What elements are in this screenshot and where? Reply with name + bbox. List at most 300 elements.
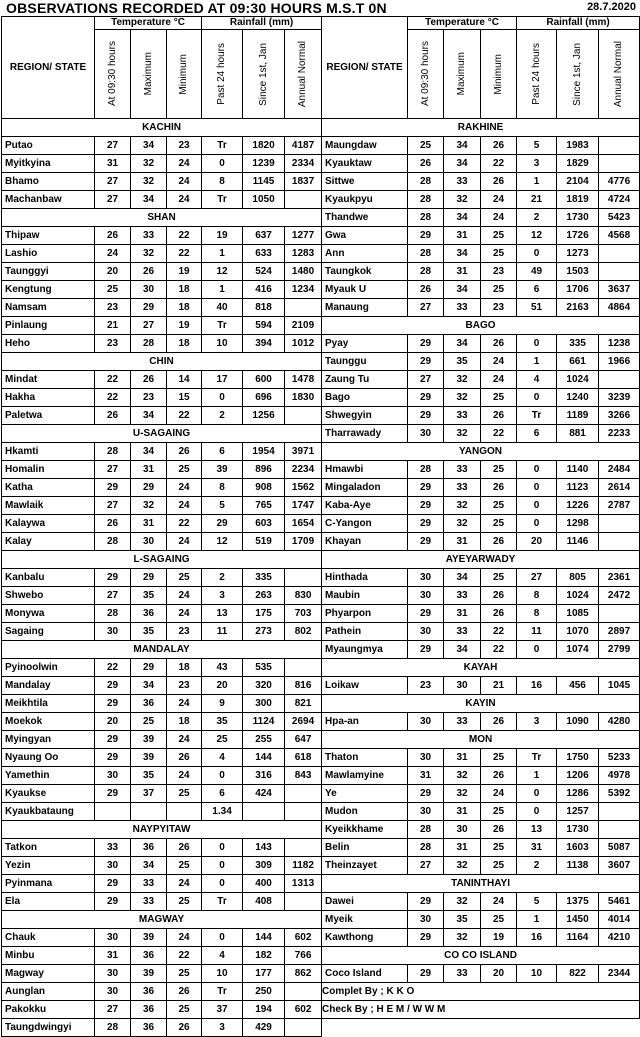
temp-0930: 28 — [408, 245, 444, 263]
section-title: CO CO ISLAND — [322, 947, 640, 965]
temp-0930: 27 — [408, 857, 444, 875]
section-row — [2, 209, 322, 227]
temp-0930: 30 — [95, 965, 131, 983]
complet-by: Complet By ; K K O — [322, 983, 640, 1001]
at-0930-header: At 09:30 hours — [95, 30, 131, 119]
temp-0930: 28 — [408, 263, 444, 281]
temp-0930: 26 — [95, 227, 131, 245]
rain-24h: Tr — [202, 137, 243, 155]
rain-annual-normal: 4568 — [599, 227, 640, 245]
table-row — [2, 191, 322, 209]
rain-annual-normal: 5461 — [599, 893, 640, 911]
region-header: REGION/ STATE — [322, 17, 408, 119]
temp-max: 32 — [444, 497, 481, 515]
temp-min: 19 — [481, 929, 517, 947]
temp-max: 34 — [444, 281, 481, 299]
past-24-header: Past 24 hours — [517, 30, 557, 119]
temp-min: 22 — [481, 425, 517, 443]
rain-annual-normal: 1182 — [285, 857, 322, 875]
table-row — [322, 749, 640, 767]
rain-24h: Tr — [202, 191, 243, 209]
station-name: Paletwa — [2, 407, 95, 425]
rain-24h: 10 — [202, 965, 243, 983]
temp-min: 25 — [481, 857, 517, 875]
station-name: Hkamti — [2, 443, 95, 461]
rain-since-jan: 600 — [243, 371, 285, 389]
rain-annual-normal: 2361 — [599, 569, 640, 587]
rain-since-jan: 429 — [243, 1019, 285, 1037]
temp-max: 32 — [444, 857, 481, 875]
section-title: SHAN — [2, 209, 322, 227]
station-name: Manaung — [322, 299, 408, 317]
table-row — [322, 227, 640, 245]
station-name: Zaung Tu — [322, 371, 408, 389]
table-row — [2, 803, 322, 821]
rain-since-jan: 1050 — [243, 191, 285, 209]
rain-since-jan: 603 — [243, 515, 285, 533]
rain-annual-normal — [599, 263, 640, 281]
rain-since-jan: 1085 — [557, 605, 599, 623]
rain-annual-normal: 1234 — [285, 281, 322, 299]
rain-24h: 1 — [517, 911, 557, 929]
rain-annual-normal: 4187 — [285, 137, 322, 155]
title-bar — [0, 0, 640, 16]
rain-annual-normal — [285, 569, 322, 587]
temp-max: 32 — [444, 515, 481, 533]
temp-max: 34 — [131, 407, 167, 425]
temp-max: 36 — [131, 695, 167, 713]
rain-since-jan: 637 — [243, 227, 285, 245]
temp-max: 33 — [444, 965, 481, 983]
station-name: Myauk U — [322, 281, 408, 299]
temp-0930: 22 — [95, 371, 131, 389]
station-name: Myingyan — [2, 731, 95, 749]
rain-annual-normal: 862 — [285, 965, 322, 983]
temp-min: 22 — [167, 245, 202, 263]
temp-max: 30 — [131, 281, 167, 299]
rain-since-jan: 1090 — [557, 713, 599, 731]
temp-0930: 27 — [408, 299, 444, 317]
temp-min: 25 — [481, 497, 517, 515]
table-row — [322, 965, 640, 983]
rain-since-jan: 524 — [243, 263, 285, 281]
temp-min: 26 — [481, 605, 517, 623]
temp-min: 24 — [481, 893, 517, 911]
temp-0930: 27 — [95, 1001, 131, 1019]
rain-24h: Tr — [202, 893, 243, 911]
temp-min: 26 — [167, 1019, 202, 1037]
temp-max: 34 — [444, 569, 481, 587]
station-name: Pathein — [322, 623, 408, 641]
rain-24h: 1.34 — [202, 803, 243, 821]
rain-24h: 0 — [517, 461, 557, 479]
rain-24h: 29 — [202, 515, 243, 533]
temp-min: 26 — [167, 749, 202, 767]
station-name: Shwebo — [2, 587, 95, 605]
rain-24h: 2 — [202, 569, 243, 587]
rain-annual-normal: 1478 — [285, 371, 322, 389]
rain-since-jan: 1603 — [557, 839, 599, 857]
station-name: Chauk — [2, 929, 95, 947]
rain-annual-normal: 2334 — [285, 155, 322, 173]
maximum-header: Maximum — [131, 30, 167, 119]
rain-since-jan: 908 — [243, 479, 285, 497]
rain-annual-normal: 1238 — [599, 335, 640, 353]
rain-since-jan: 182 — [243, 947, 285, 965]
section-title: KAYIN — [322, 695, 640, 713]
at-0930-header: At 09:30 hours — [408, 30, 444, 119]
temp-max: 32 — [131, 173, 167, 191]
rain-24h: 11 — [202, 623, 243, 641]
table-row — [2, 785, 322, 803]
temp-min: 24 — [167, 191, 202, 209]
table-row — [322, 929, 640, 947]
rain-since-jan: 309 — [243, 857, 285, 875]
station-name: Hakha — [2, 389, 95, 407]
rain-since-jan: 2104 — [557, 173, 599, 191]
station-name: Mawlamyine — [322, 767, 408, 785]
section-row — [2, 641, 322, 659]
station-name: Monywa — [2, 605, 95, 623]
rain-annual-normal: 830 — [285, 587, 322, 605]
rain-since-jan: 335 — [243, 569, 285, 587]
rain-24h: 0 — [517, 389, 557, 407]
rain-since-jan: 400 — [243, 875, 285, 893]
temp-0930: 28 — [408, 821, 444, 839]
rain-since-jan: 1226 — [557, 497, 599, 515]
rain-since-jan: 881 — [557, 425, 599, 443]
rain-24h: 0 — [517, 335, 557, 353]
table-row — [322, 713, 640, 731]
temp-max: 29 — [131, 299, 167, 317]
temp-min: 26 — [481, 479, 517, 497]
rain-annual-normal — [285, 803, 322, 821]
temp-max: 34 — [131, 137, 167, 155]
temp-0930: 29 — [95, 695, 131, 713]
station-name: Yezin — [2, 857, 95, 875]
rain-annual-normal: 2614 — [599, 479, 640, 497]
table-row — [2, 371, 322, 389]
section-title: MAGWAY — [2, 911, 322, 929]
rain-24h: 1 — [202, 245, 243, 263]
section-title: NAYPYITAW — [2, 821, 322, 839]
table-row — [322, 155, 640, 173]
station-name: Mindat — [2, 371, 95, 389]
rain-24h: 16 — [517, 929, 557, 947]
section-title: YANGON — [322, 443, 640, 461]
station-name: Belin — [322, 839, 408, 857]
temp-min: 26 — [481, 587, 517, 605]
rain-24h: 37 — [202, 1001, 243, 1019]
temp-0930: 29 — [408, 407, 444, 425]
maximum-header: Maximum — [444, 30, 481, 119]
check-by-row — [322, 1001, 640, 1019]
temp-0930 — [95, 803, 131, 821]
temp-max: 32 — [444, 929, 481, 947]
temp-min: 18 — [167, 335, 202, 353]
table-row — [322, 371, 640, 389]
temp-0930: 29 — [408, 227, 444, 245]
rain-since-jan: 263 — [243, 587, 285, 605]
rain-24h: 20 — [202, 677, 243, 695]
rain-24h: 0 — [517, 479, 557, 497]
table-row — [322, 209, 640, 227]
table-row — [2, 965, 322, 983]
rain-annual-normal: 1277 — [285, 227, 322, 245]
rain-24h: 12 — [202, 533, 243, 551]
station-name: Hmawbi — [322, 461, 408, 479]
section-title: U-SAGAING — [2, 425, 322, 443]
since-jan-header: Since 1st, Jan — [557, 30, 599, 119]
temp-min: 24 — [481, 353, 517, 371]
table-row — [2, 569, 322, 587]
temp-max: 34 — [131, 443, 167, 461]
rain-since-jan: 1257 — [557, 803, 599, 821]
rain-since-jan: 408 — [243, 893, 285, 911]
table-row — [322, 245, 640, 263]
temp-max: 33 — [444, 713, 481, 731]
temp-min: 24 — [167, 533, 202, 551]
temp-0930: 30 — [408, 911, 444, 929]
temp-max: 32 — [131, 155, 167, 173]
temp-max: 34 — [444, 335, 481, 353]
station-name: Homalin — [2, 461, 95, 479]
temperature-group-header: Temperature °C — [95, 17, 202, 30]
rain-24h: Tr — [517, 407, 557, 425]
rain-24h: 1 — [202, 281, 243, 299]
temp-min: 25 — [481, 515, 517, 533]
temp-0930: 29 — [408, 389, 444, 407]
table-row — [2, 677, 322, 695]
station-name: Heho — [2, 335, 95, 353]
rain-24h: 10 — [202, 335, 243, 353]
station-name: Tharrawady — [322, 425, 408, 443]
station-name: Kalaywa — [2, 515, 95, 533]
rain-24h: 8 — [517, 605, 557, 623]
section-row — [2, 911, 322, 929]
temp-max: 32 — [444, 425, 481, 443]
temp-0930: 29 — [95, 677, 131, 695]
rain-annual-normal — [285, 893, 322, 911]
rain-annual-normal — [285, 659, 322, 677]
table-row — [2, 155, 322, 173]
section-row — [322, 443, 640, 461]
temp-max: 34 — [444, 245, 481, 263]
rain-24h: 2 — [517, 209, 557, 227]
temp-0930: 27 — [95, 461, 131, 479]
station-name: Taunggyi — [2, 263, 95, 281]
station-name: Minbu — [2, 947, 95, 965]
temp-max: 33 — [444, 479, 481, 497]
table-row — [2, 335, 322, 353]
temp-min: 26 — [481, 137, 517, 155]
rain-since-jan: 144 — [243, 749, 285, 767]
table-row — [2, 929, 322, 947]
temp-max: 26 — [131, 263, 167, 281]
temp-0930: 29 — [408, 515, 444, 533]
rain-since-jan: 1256 — [243, 407, 285, 425]
station-name: Sagaing — [2, 623, 95, 641]
rain-24h: 2 — [517, 857, 557, 875]
temp-0930: 29 — [95, 875, 131, 893]
table-row — [322, 623, 640, 641]
section-row — [322, 659, 640, 677]
temp-min: 23 — [167, 623, 202, 641]
rain-annual-normal — [599, 821, 640, 839]
rain-24h: 3 — [517, 713, 557, 731]
rain-annual-normal — [599, 605, 640, 623]
temp-min: 25 — [167, 893, 202, 911]
temp-min: 25 — [167, 785, 202, 803]
rain-annual-normal: 4280 — [599, 713, 640, 731]
temp-min: 22 — [167, 515, 202, 533]
temp-max: 31 — [444, 533, 481, 551]
rain-since-jan: 1750 — [557, 749, 599, 767]
station-name: Myaungmya — [322, 641, 408, 659]
station-name: Mawlaik — [2, 497, 95, 515]
temp-max: 34 — [444, 137, 481, 155]
rain-24h: Tr — [202, 983, 243, 1001]
rain-annual-normal: 3239 — [599, 389, 640, 407]
rain-24h: 6 — [517, 425, 557, 443]
station-name: Mandalay — [2, 677, 95, 695]
temp-max: 36 — [131, 605, 167, 623]
station-name: Sittwe — [322, 173, 408, 191]
right-table-body — [322, 119, 640, 1019]
temp-0930: 25 — [95, 281, 131, 299]
rain-annual-normal — [599, 533, 640, 551]
rain-annual-normal: 2897 — [599, 623, 640, 641]
temp-0930: 29 — [408, 893, 444, 911]
rain-24h: 5 — [517, 893, 557, 911]
rain-annual-normal: 766 — [285, 947, 322, 965]
temp-min: 26 — [481, 173, 517, 191]
temp-0930: 30 — [95, 929, 131, 947]
table-row — [2, 389, 322, 407]
rain-24h: 13 — [517, 821, 557, 839]
rain-24h: 0 — [517, 803, 557, 821]
temp-max: 32 — [444, 191, 481, 209]
rain-24h: 12 — [202, 263, 243, 281]
rain-since-jan: 1074 — [557, 641, 599, 659]
station-name: Nyaung Oo — [2, 749, 95, 767]
rain-24h: 3 — [517, 155, 557, 173]
table-row — [322, 353, 640, 371]
temp-0930: 29 — [408, 479, 444, 497]
temp-0930: 22 — [95, 389, 131, 407]
rain-24h: 25 — [202, 731, 243, 749]
rain-annual-normal: 1313 — [285, 875, 322, 893]
temp-0930: 29 — [408, 353, 444, 371]
annual-normal-header: Annual Normal — [599, 30, 640, 119]
section-title: AYEYARWADY — [322, 551, 640, 569]
temp-max: 39 — [131, 929, 167, 947]
temp-0930: 29 — [95, 893, 131, 911]
rain-annual-normal: 2484 — [599, 461, 640, 479]
rain-since-jan: 1730 — [557, 821, 599, 839]
rain-24h: 13 — [202, 605, 243, 623]
temp-0930: 27 — [95, 137, 131, 155]
temp-max: 30 — [444, 677, 481, 695]
table-row — [322, 335, 640, 353]
temp-0930: 30 — [408, 569, 444, 587]
table-row — [2, 443, 322, 461]
rain-since-jan: 1983 — [557, 137, 599, 155]
section-title: L-SAGAING — [2, 551, 322, 569]
rain-24h: 4 — [202, 749, 243, 767]
temp-0930: 30 — [408, 713, 444, 731]
rain-since-jan: 1375 — [557, 893, 599, 911]
temp-max: 36 — [131, 983, 167, 1001]
temp-0930: 31 — [408, 767, 444, 785]
temp-0930: 28 — [408, 209, 444, 227]
temp-max: 32 — [131, 497, 167, 515]
rain-24h: 35 — [202, 713, 243, 731]
temp-max: 35 — [131, 623, 167, 641]
table-row — [2, 461, 322, 479]
rain-since-jan: 300 — [243, 695, 285, 713]
section-row — [2, 119, 322, 137]
temp-max: 39 — [131, 749, 167, 767]
rain-24h: 2 — [202, 407, 243, 425]
temp-max: 31 — [444, 803, 481, 821]
section-title: MON — [322, 731, 640, 749]
section-row — [322, 947, 640, 965]
rain-annual-normal: 3637 — [599, 281, 640, 299]
temp-min: 15 — [167, 389, 202, 407]
rain-since-jan: 1273 — [557, 245, 599, 263]
rain-annual-normal: 1480 — [285, 263, 322, 281]
table-row — [2, 623, 322, 641]
table-row — [322, 299, 640, 317]
table-row — [2, 497, 322, 515]
rain-since-jan: 255 — [243, 731, 285, 749]
rain-24h: 11 — [517, 623, 557, 641]
temp-max: 33 — [444, 407, 481, 425]
rain-since-jan: 320 — [243, 677, 285, 695]
table-row — [2, 281, 322, 299]
temp-min: 25 — [167, 569, 202, 587]
temp-0930: 29 — [408, 497, 444, 515]
temp-max: 30 — [131, 533, 167, 551]
temp-max: 34 — [444, 641, 481, 659]
temp-0930: 29 — [408, 785, 444, 803]
temp-max: 33 — [131, 893, 167, 911]
rain-annual-normal: 4864 — [599, 299, 640, 317]
rain-24h: 51 — [517, 299, 557, 317]
station-name: Ann — [322, 245, 408, 263]
temp-min — [167, 803, 202, 821]
rain-since-jan: 1024 — [557, 587, 599, 605]
table-row — [2, 731, 322, 749]
temp-min: 24 — [167, 875, 202, 893]
rain-24h: Tr — [517, 749, 557, 767]
temp-min: 25 — [481, 839, 517, 857]
table-row — [2, 407, 322, 425]
rain-annual-normal: 3266 — [599, 407, 640, 425]
station-name: Kyauktaw — [322, 155, 408, 173]
temp-max: 32 — [444, 371, 481, 389]
temp-max: 35 — [131, 587, 167, 605]
station-name: Myitkyina — [2, 155, 95, 173]
table-row — [2, 479, 322, 497]
temp-min: 24 — [481, 191, 517, 209]
rain-24h: 5 — [517, 137, 557, 155]
temp-max: 33 — [444, 299, 481, 317]
minimum-header: Minimum — [167, 30, 202, 119]
temp-0930: 28 — [408, 191, 444, 209]
station-name: Pyinmana — [2, 875, 95, 893]
